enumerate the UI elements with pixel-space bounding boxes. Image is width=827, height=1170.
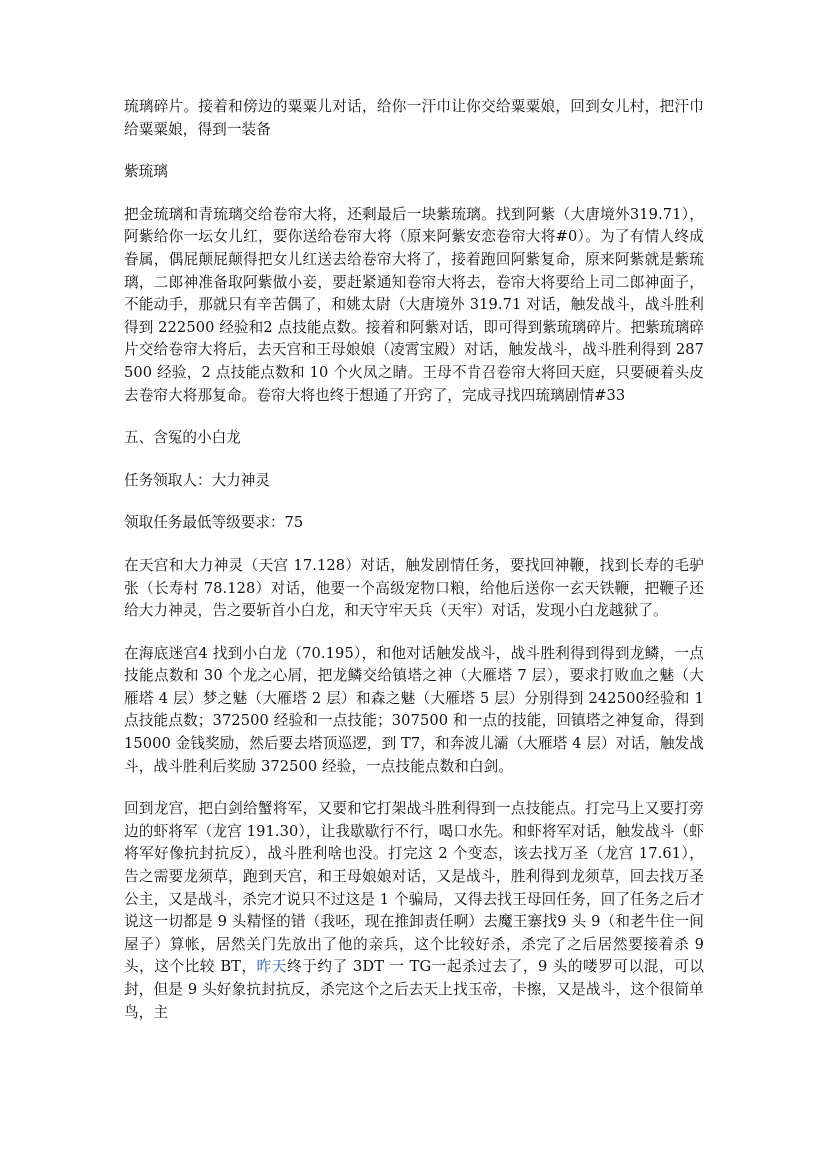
document-page [124,96,704,1044]
paragraph-tiangong-dali: 在天宫和大力神灵（天宫 17.128）对话，触发剧情任务，要找回神鞭，找到长寿的毛驴张（长寿村 78.128）对话，他要一个高级宠物口粮，给他后送你一玄天铁鞭，把鞭子还给大力神灵，告之要斩首小白龙，和天守牢天兵（天牢）对话，发现小白龙越狱了。 [124,556,704,620]
paragraph-longgong [124,798,704,1024]
paragraph-longgong-part-b: 终于约了 3DT 一 TG一起杀过去了，9 头的喽罗可以混，可以封，但是 9 头好象抗封抗反，杀完这个之后去天上找玉帝，卡擦，又是战斗，这个很简单鸟，主 [124,958,704,1021]
yesterday-link[interactable]: 昨天 [256,958,288,976]
section-heading-zi-liuli: 紫琉璃 [124,163,168,181]
paragraph-zi-liuli: 把金琉璃和青琉璃交给卷帘大将，还剩最后一块紫琉璃。找到阿紫（大唐境外319.71），阿紫给你一坛女儿红，要你送给卷帘大将（原来阿紫安恋卷帘大将#0）。为了有情人终成眷属，偶屁颠屁颠得把女儿红送去给卷帘大将了，接着跑回阿紫复命，原来阿紫就是紫琉璃，二郎神准备取阿紫做小妾，要赶紧通知卷帘大将去，卷帘大将要给上司二郎神面子，不能动手，那就只有辛苦偶了，和姚太尉（大唐境外 319.71 对话，触发战斗，战斗胜利得到 222500 经验和2 点技能点数。接着和阿紫对话，即可得到紫琉璃碎片。把紫琉璃碎片交给卷帘大将后，去天宫和王母娘娘（凌霄宝殿）对话，触发战斗，战斗胜利得到 287500 经验，2 点技能点数和 10 个火凤之睛。王母不肯召卷帘大将回天庭，只要硬着头皮去卷帘大将那复命。卷帘大将也终于想通了开窍了，完成寻找四琉璃剧情#33 [124,205,704,404]
paragraph-longgong-part-a: 回到龙宫，把白剑给蟹将军，又要和它打架战斗胜利得到一点技能点。打完马上又要打旁边的虾将军（龙宫 191.30），让我歇歇行不行，喝口水先。和虾将军对话，触发战斗（虾将军好像抗封抗反），战斗胜利啥也没。打完这 2 个变态，该去找万圣（龙宫 17.61），告之需要龙须草，跑到天宫，和王母娘娘对话，又是战斗，胜利得到龙须草，回去找万圣公主，又是战斗，杀完才说只不过这是 1 个骗局，又得去找王母回任务，回了任务之后才说这一切都是 9 头精怪的错（我呸，现在推卸责任啊）去魔王寨找9 头 9（和老牛住一间屋子）算帐，居然关门先放出了他的亲兵，这个比较好杀，杀完了之后居然要接着杀 9 头，这个比较 BT， [124,800,704,976]
task-giver-line: 任务领取人：大力神灵 [124,471,270,489]
section-heading-little-white-dragon: 五、含冤的小白龙 [124,429,241,447]
min-level-line: 领取任务最低等级要求：75 [124,514,304,532]
paragraph-haidi-migong: 在海底迷宫4 找到小白龙（70.195），和他对话触发战斗，战斗胜利得到得到龙鳞，一点技能点数和 30 个龙之心屑，把龙鳞交给镇塔之神（大雁塔 7 层），要求打败血之魅（大雁塔 4 层）梦之魅（大雁塔 2 层）和森之魅（大雁塔 5 层）分别得到 242500经验和 1 点技能点数；372500 经验和一点技能；307500 和一点的技能，回镇塔之神复命，得到 15000 金钱奖励，然后要去塔顶巡逻，到 T7，和奔波儿灞（大雁塔 4 层）对话，触发战斗，战斗胜利后奖励 372500 经验，一点技能点数和白剑。 [124,644,704,775]
paragraph-liuli-fragment: 琉璃碎片。接着和傍边的粟粟儿对话，给你一汗巾让你交给粟粟娘，回到女儿村，把汗巾给粟粟娘，得到一装备 [124,98,704,138]
